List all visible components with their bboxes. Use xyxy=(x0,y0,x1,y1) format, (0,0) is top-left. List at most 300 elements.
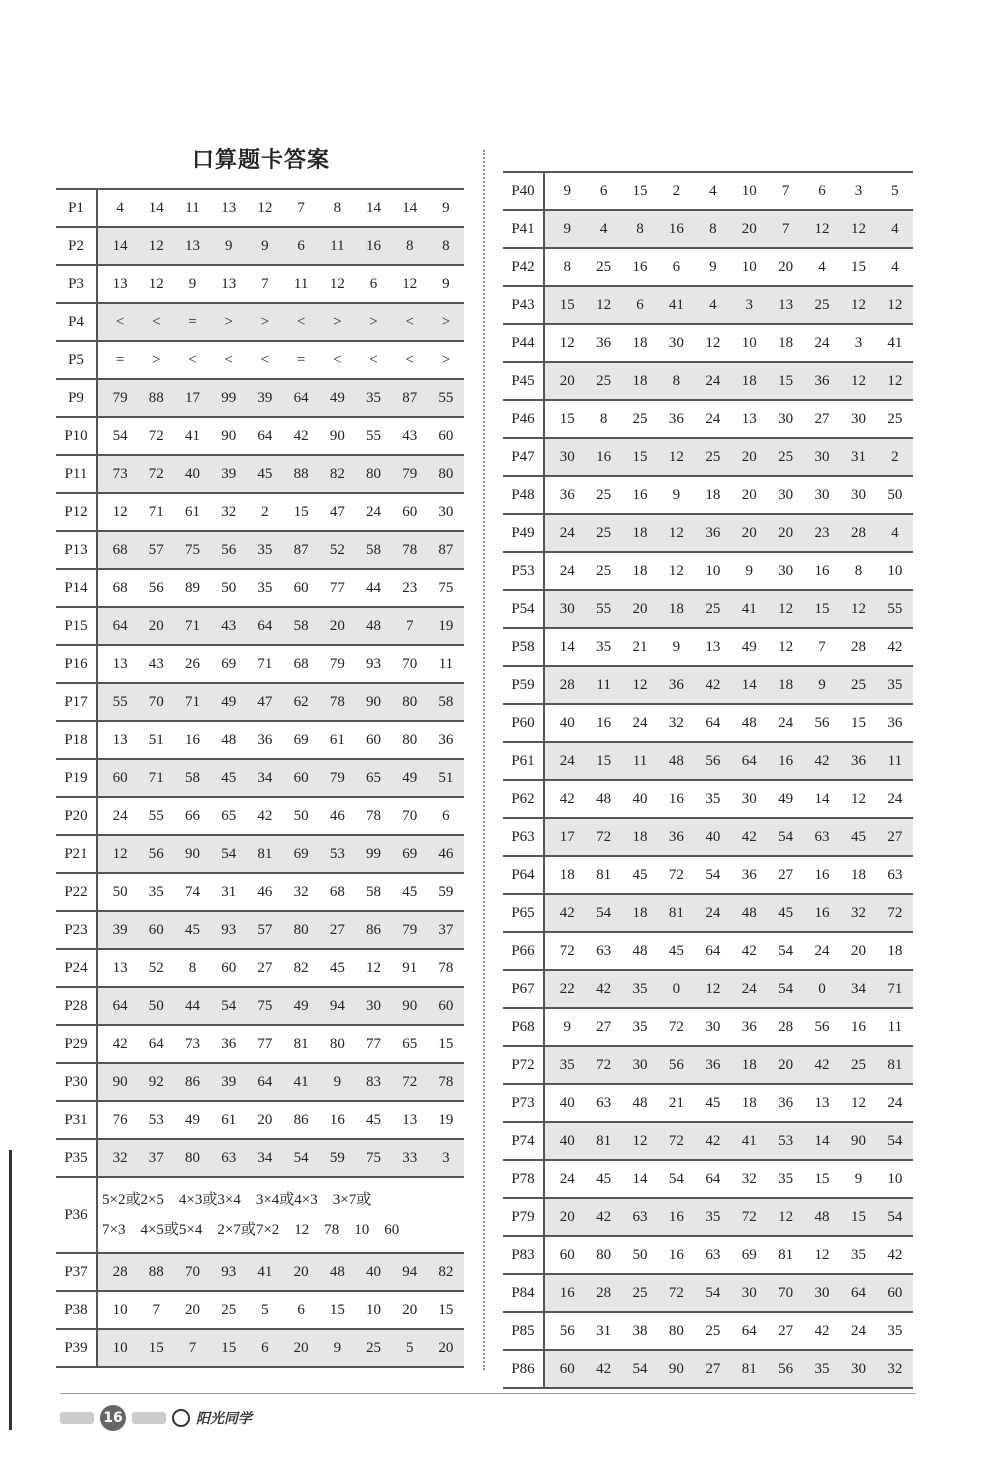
answer-value: 32 xyxy=(112,1149,128,1166)
answer-value: 12 xyxy=(596,296,612,313)
answer-value: 76 xyxy=(112,1111,128,1128)
answer-value: 72 xyxy=(596,1056,612,1073)
answer-values xyxy=(544,1160,913,1198)
answer-value: 93 xyxy=(366,655,382,672)
answer-value: 49 xyxy=(778,790,794,807)
answer-value: 58 xyxy=(185,769,200,786)
answer-value: 50 xyxy=(112,883,128,900)
answer-value: 78 xyxy=(438,1073,454,1090)
table-row xyxy=(56,645,464,683)
answer-value: 12 xyxy=(402,275,418,292)
answer-value: 81 xyxy=(596,1132,612,1149)
answer-value: 73 xyxy=(185,1035,200,1052)
answer-value: 18 xyxy=(778,334,794,351)
answer-values xyxy=(97,569,464,607)
answer-value: 41 xyxy=(887,334,903,351)
answer-value: 54 xyxy=(293,1149,309,1166)
answer-value: 12 xyxy=(112,503,128,520)
answer-value: 81 xyxy=(778,1246,794,1263)
page-label: P60 xyxy=(503,704,544,742)
answer-values xyxy=(544,1084,913,1122)
page-label: P19 xyxy=(56,759,97,797)
answer-value: 18 xyxy=(632,828,648,845)
answer-value: 11 xyxy=(887,1018,903,1035)
answer-value: 49 xyxy=(741,638,757,655)
answer-value: 40 xyxy=(559,714,575,731)
page-label: P44 xyxy=(503,324,544,362)
answer-value: 48 xyxy=(668,752,684,769)
answer-value: 89 xyxy=(185,579,200,596)
page-label: P28 xyxy=(56,987,97,1025)
answer-values xyxy=(97,227,464,265)
table-row xyxy=(503,476,913,514)
answer-value: 18 xyxy=(632,334,648,351)
answer-value: 88 xyxy=(148,389,164,406)
answer-value: 43 xyxy=(148,655,164,672)
answer-values xyxy=(97,531,464,569)
sun-logo-icon xyxy=(172,1409,190,1427)
answer-value: 70 xyxy=(402,655,418,672)
answer-value: 61 xyxy=(221,1111,237,1128)
answer-value: 55 xyxy=(596,600,612,617)
answer-values xyxy=(97,1177,464,1253)
answer-value: < xyxy=(152,313,161,330)
answer-value: 90 xyxy=(112,1073,128,1090)
table-row xyxy=(56,797,464,835)
brand-logo: 阳光同学 xyxy=(196,1411,252,1427)
answer-value: 30 xyxy=(741,1284,757,1301)
answer-value: 79 xyxy=(402,921,418,938)
answer-value: 72 xyxy=(559,942,575,959)
answer-values xyxy=(544,856,913,894)
answer-value: 13 xyxy=(705,638,721,655)
answer-value: 71 xyxy=(887,980,903,997)
answer-value: 10 xyxy=(112,1339,128,1356)
answer-value: 62 xyxy=(293,693,309,710)
answer-value: 15 xyxy=(293,503,309,520)
answer-value: 69 xyxy=(741,1246,757,1263)
answer-value: 8 xyxy=(709,220,717,237)
answer-value: 12 xyxy=(705,980,721,997)
answer-value: 42 xyxy=(559,904,575,921)
answer-value: 11 xyxy=(330,237,345,254)
answer-value: 36 xyxy=(668,828,684,845)
answer-value: 40 xyxy=(559,1094,575,1111)
answer-value: 40 xyxy=(632,790,648,807)
answer-value: 81 xyxy=(293,1035,309,1052)
answer-value: 72 xyxy=(668,1132,684,1149)
answer-values xyxy=(544,400,913,438)
answer-value: 31 xyxy=(596,1322,612,1339)
page-label: P21 xyxy=(56,835,97,873)
page-label: P46 xyxy=(503,400,544,438)
answer-value: 50 xyxy=(887,486,903,503)
answer-value: 90 xyxy=(850,1132,866,1149)
answer-value: 27 xyxy=(887,828,903,845)
answer-value: 35 xyxy=(366,389,382,406)
answer-value: 12 xyxy=(778,638,794,655)
table-row xyxy=(503,1350,913,1388)
table-row xyxy=(503,666,913,704)
answer-value: 60 xyxy=(293,769,309,786)
table-row xyxy=(56,417,464,455)
answer-values xyxy=(544,210,913,248)
answer-value: 15 xyxy=(778,372,794,389)
answer-value: 48 xyxy=(221,731,237,748)
answer-value: 20 xyxy=(741,448,757,465)
answer-value: 25 xyxy=(705,448,721,465)
answer-value: 16 xyxy=(668,790,684,807)
answer-value: 34 xyxy=(850,980,866,997)
answer-values xyxy=(97,721,464,759)
answer-value: 92 xyxy=(148,1073,164,1090)
answer-value: 69 xyxy=(293,845,309,862)
answer-value: 35 xyxy=(778,1170,794,1187)
answer-value: 42 xyxy=(705,676,721,693)
answer-value: 39 xyxy=(221,1073,237,1090)
binding-edge xyxy=(9,1150,12,1430)
answer-value: 16 xyxy=(185,731,200,748)
answer-value: 24 xyxy=(814,942,830,959)
page-label: P4 xyxy=(56,303,97,341)
answer-value: 49 xyxy=(329,389,345,406)
answer-value: 20 xyxy=(293,1339,309,1356)
answer-values xyxy=(544,1236,913,1274)
footer-decoration xyxy=(132,1412,166,1424)
answer-value: 20 xyxy=(185,1301,200,1318)
answer-value: 36 xyxy=(741,1018,757,1035)
answer-value: 18 xyxy=(850,866,866,883)
answer-value: 8 xyxy=(563,258,571,275)
page-label: P84 xyxy=(503,1274,544,1312)
answer-value: 13 xyxy=(112,275,128,292)
answer-value: 8 xyxy=(599,410,608,427)
answer-values xyxy=(97,455,464,493)
answer-value: 60 xyxy=(559,1246,575,1263)
answer-value: > xyxy=(441,313,451,330)
answer-value: 60 xyxy=(887,1284,903,1301)
page-label: P31 xyxy=(56,1101,97,1139)
answer-value: 4 xyxy=(818,258,826,275)
answer-value: 83 xyxy=(366,1073,382,1090)
page-label: P12 xyxy=(56,493,97,531)
answer-value: 41 xyxy=(257,1263,273,1280)
answer-value: 44 xyxy=(185,997,200,1014)
answer-value: < xyxy=(224,351,233,368)
page-label: P13 xyxy=(56,531,97,569)
answer-value: 12 xyxy=(850,296,866,313)
left-answer-table xyxy=(56,188,464,1368)
answer-value: 69 xyxy=(221,655,237,672)
answer-value: 80 xyxy=(185,1149,200,1166)
answer-value: 13 xyxy=(221,199,237,216)
answer-value: 36 xyxy=(668,410,684,427)
answer-values xyxy=(544,590,913,628)
answer-value: 16 xyxy=(814,866,830,883)
answer-value: 30 xyxy=(778,562,794,579)
table-row xyxy=(56,531,464,569)
answer-value: 14 xyxy=(741,676,757,693)
answer-value: 60 xyxy=(366,731,382,748)
answer-value: 64 xyxy=(148,1035,164,1052)
answer-value: 16 xyxy=(632,486,648,503)
answer-value: 68 xyxy=(112,579,128,596)
answer-value: 2 xyxy=(672,182,681,199)
answer-value: 7 xyxy=(297,199,305,216)
answer-value: 25 xyxy=(705,1322,721,1339)
answer-value: 50 xyxy=(293,807,309,824)
answer-value: 46 xyxy=(257,883,273,900)
answer-value: 32 xyxy=(887,1360,903,1377)
answer-value: 17 xyxy=(559,828,575,845)
answer-values xyxy=(544,780,913,818)
answer-value: 70 xyxy=(185,1263,200,1280)
answer-value: 14 xyxy=(402,199,418,216)
table-row xyxy=(503,286,913,324)
answer-values xyxy=(97,303,464,341)
answer-value: 45 xyxy=(668,942,684,959)
answer-values xyxy=(544,172,913,210)
page-label: P16 xyxy=(56,645,97,683)
answer-value: 56 xyxy=(705,752,721,769)
answer-value: 69 xyxy=(293,731,309,748)
answer-value: 79 xyxy=(329,769,345,786)
table-row xyxy=(56,1177,464,1253)
answer-value: 9 xyxy=(333,1073,342,1090)
answer-value: > xyxy=(152,351,161,368)
answer-value: 13 xyxy=(402,1111,418,1128)
answer-value: 9 xyxy=(709,258,717,275)
answer-value: 90 xyxy=(329,427,345,444)
answer-value: 20 xyxy=(438,1339,454,1356)
answer-value: 24 xyxy=(887,1094,903,1111)
answer-value: 6 xyxy=(442,807,450,824)
answer-value: 24 xyxy=(705,410,721,427)
answer-value: 6 xyxy=(297,1301,305,1318)
page-label: P53 xyxy=(503,552,544,590)
answer-value: 34 xyxy=(257,1149,273,1166)
table-row xyxy=(503,1084,913,1122)
answer-value: 42 xyxy=(596,1360,612,1377)
answer-value: 58 xyxy=(366,883,382,900)
answer-value: 9 xyxy=(672,638,681,655)
answer-value: 3 xyxy=(745,296,753,313)
answer-value: 7 xyxy=(188,1339,197,1356)
page-label: P30 xyxy=(56,1063,97,1101)
answer-value: > xyxy=(260,313,270,330)
answer-value: 11 xyxy=(887,752,903,769)
page-label: P9 xyxy=(56,379,97,417)
answer-value: 54 xyxy=(596,904,612,921)
answer-value: 78 xyxy=(329,693,345,710)
answer-value: 48 xyxy=(814,1208,830,1225)
answer-value: 90 xyxy=(668,1360,684,1377)
answer-value: 45 xyxy=(402,883,418,900)
answer-value: 93 xyxy=(221,921,237,938)
answer-value: 6 xyxy=(599,182,608,199)
answer-value: 27 xyxy=(778,1322,794,1339)
answer-value: 7 xyxy=(261,275,269,292)
answer-value: 4 xyxy=(891,258,899,275)
table-row xyxy=(503,1236,913,1274)
answer-value: 54 xyxy=(705,866,721,883)
answer-values xyxy=(544,1008,913,1046)
answer-value: 58 xyxy=(366,541,382,558)
answer-values xyxy=(544,818,913,856)
answer-value: 87 xyxy=(438,541,454,558)
table-row xyxy=(56,1101,464,1139)
table-row xyxy=(56,1291,464,1329)
answer-value: 74 xyxy=(185,883,200,900)
answer-values xyxy=(544,248,913,286)
answer-value: 7 xyxy=(152,1301,161,1318)
answer-value: 30 xyxy=(778,410,794,427)
answer-value: 20 xyxy=(402,1301,418,1318)
table-row xyxy=(503,172,913,210)
answer-value: 22 xyxy=(559,980,575,997)
answer-value: 65 xyxy=(366,769,382,786)
answer-values xyxy=(97,1329,464,1367)
page-number: 16 xyxy=(100,1405,126,1431)
answer-value: 6 xyxy=(672,258,681,275)
answer-value: 56 xyxy=(559,1322,575,1339)
answer-value: 78 xyxy=(366,807,382,824)
answer-value: 75 xyxy=(438,579,454,596)
answer-value: 42 xyxy=(705,1132,721,1149)
footer xyxy=(60,1405,252,1431)
page-label: P10 xyxy=(56,417,97,455)
answer-value: 58 xyxy=(438,693,454,710)
answer-value: 12 xyxy=(887,372,903,389)
answer-value: 42 xyxy=(814,752,830,769)
answer-value: 10 xyxy=(705,562,721,579)
answer-value: 25 xyxy=(596,524,612,541)
table-row xyxy=(56,569,464,607)
page-label: P83 xyxy=(503,1236,544,1274)
answer-value: 31 xyxy=(221,883,237,900)
answer-value: 60 xyxy=(402,503,418,520)
answer-value: 51 xyxy=(148,731,164,748)
page-label: P67 xyxy=(503,970,544,1008)
answer-value: 51 xyxy=(438,769,454,786)
answer-value: 64 xyxy=(850,1284,866,1301)
answer-value: 32 xyxy=(850,904,866,921)
answer-value: 25 xyxy=(596,258,612,275)
answer-value: 36 xyxy=(705,524,721,541)
answer-value: 90 xyxy=(221,427,237,444)
answer-value: 24 xyxy=(705,904,721,921)
answer-value: 18 xyxy=(705,486,721,503)
answer-value: 64 xyxy=(257,427,273,444)
table-row xyxy=(56,759,464,797)
answer-value: < xyxy=(115,313,125,330)
answer-value: 48 xyxy=(329,1263,345,1280)
answer-value: 20 xyxy=(559,1208,575,1225)
answer-value: 54 xyxy=(632,1360,648,1377)
answer-values xyxy=(544,1122,913,1160)
answer-value: 9 xyxy=(818,676,826,693)
answer-value: 4 xyxy=(891,524,899,541)
page-label: P35 xyxy=(56,1139,97,1177)
table-row xyxy=(503,362,913,400)
answer-value: 12 xyxy=(814,220,830,237)
answer-value: 25 xyxy=(778,448,794,465)
answer-value: 20 xyxy=(778,524,794,541)
answer-value: 41 xyxy=(185,427,200,444)
table-row xyxy=(503,210,913,248)
answer-value: 64 xyxy=(741,752,757,769)
page-label: P58 xyxy=(503,628,544,666)
answer-value: 28 xyxy=(850,524,866,541)
answer-value: 80 xyxy=(668,1322,684,1339)
answer-value: 71 xyxy=(185,693,200,710)
answer-value: 12 xyxy=(887,296,903,313)
answer-values xyxy=(97,1063,464,1101)
answer-value: 9 xyxy=(224,237,233,254)
table-row xyxy=(503,1122,913,1160)
answer-values xyxy=(97,493,464,531)
answer-value: 35 xyxy=(632,1018,648,1035)
answer-value: 26 xyxy=(185,655,200,672)
answer-value: 56 xyxy=(221,541,237,558)
answer-value: 32 xyxy=(293,883,309,900)
table-row xyxy=(503,894,913,932)
answer-value: 24 xyxy=(559,1170,575,1187)
answer-value: 54 xyxy=(668,1170,684,1187)
answer-value: 11 xyxy=(596,676,611,693)
answer-values xyxy=(97,1291,464,1329)
answer-value: 99 xyxy=(366,845,382,862)
answer-value: 7 xyxy=(781,220,790,237)
table-row xyxy=(56,1329,464,1367)
answer-value: 56 xyxy=(778,1360,794,1377)
answer-value: 71 xyxy=(148,769,164,786)
answer-value: < xyxy=(369,351,378,368)
answer-value: 9 xyxy=(261,237,269,254)
answer-values xyxy=(97,835,464,873)
answer-value: 65 xyxy=(221,807,237,824)
table-row xyxy=(503,552,913,590)
answer-value: 75 xyxy=(257,997,273,1014)
answer-values xyxy=(97,797,464,835)
answer-value: 31 xyxy=(850,448,866,465)
answer-value: 14 xyxy=(814,790,830,807)
answer-value: 59 xyxy=(329,1149,345,1166)
answer-value: 54 xyxy=(778,828,794,845)
answer-value: 15 xyxy=(438,1035,454,1052)
table-row xyxy=(56,683,464,721)
answer-values xyxy=(544,970,913,1008)
answer-value: 58 xyxy=(293,617,309,634)
answer-values xyxy=(97,949,464,987)
answer-value: 36 xyxy=(814,372,830,389)
answer-value: 56 xyxy=(148,579,164,596)
table-row xyxy=(503,932,913,970)
answer-value: 6 xyxy=(297,237,305,254)
answer-value: 20 xyxy=(741,524,757,541)
page-label: P65 xyxy=(503,894,544,932)
page-label: P1 xyxy=(56,189,97,227)
answer-value: 82 xyxy=(438,1263,454,1280)
answer-value: 60 xyxy=(112,769,128,786)
answer-value: 36 xyxy=(741,866,757,883)
answer-values xyxy=(544,1350,913,1388)
table-row xyxy=(503,628,913,666)
page-label: P62 xyxy=(503,780,544,818)
answer-value: 44 xyxy=(366,579,382,596)
answer-value: 37 xyxy=(438,921,454,938)
page-label: P61 xyxy=(503,742,544,780)
